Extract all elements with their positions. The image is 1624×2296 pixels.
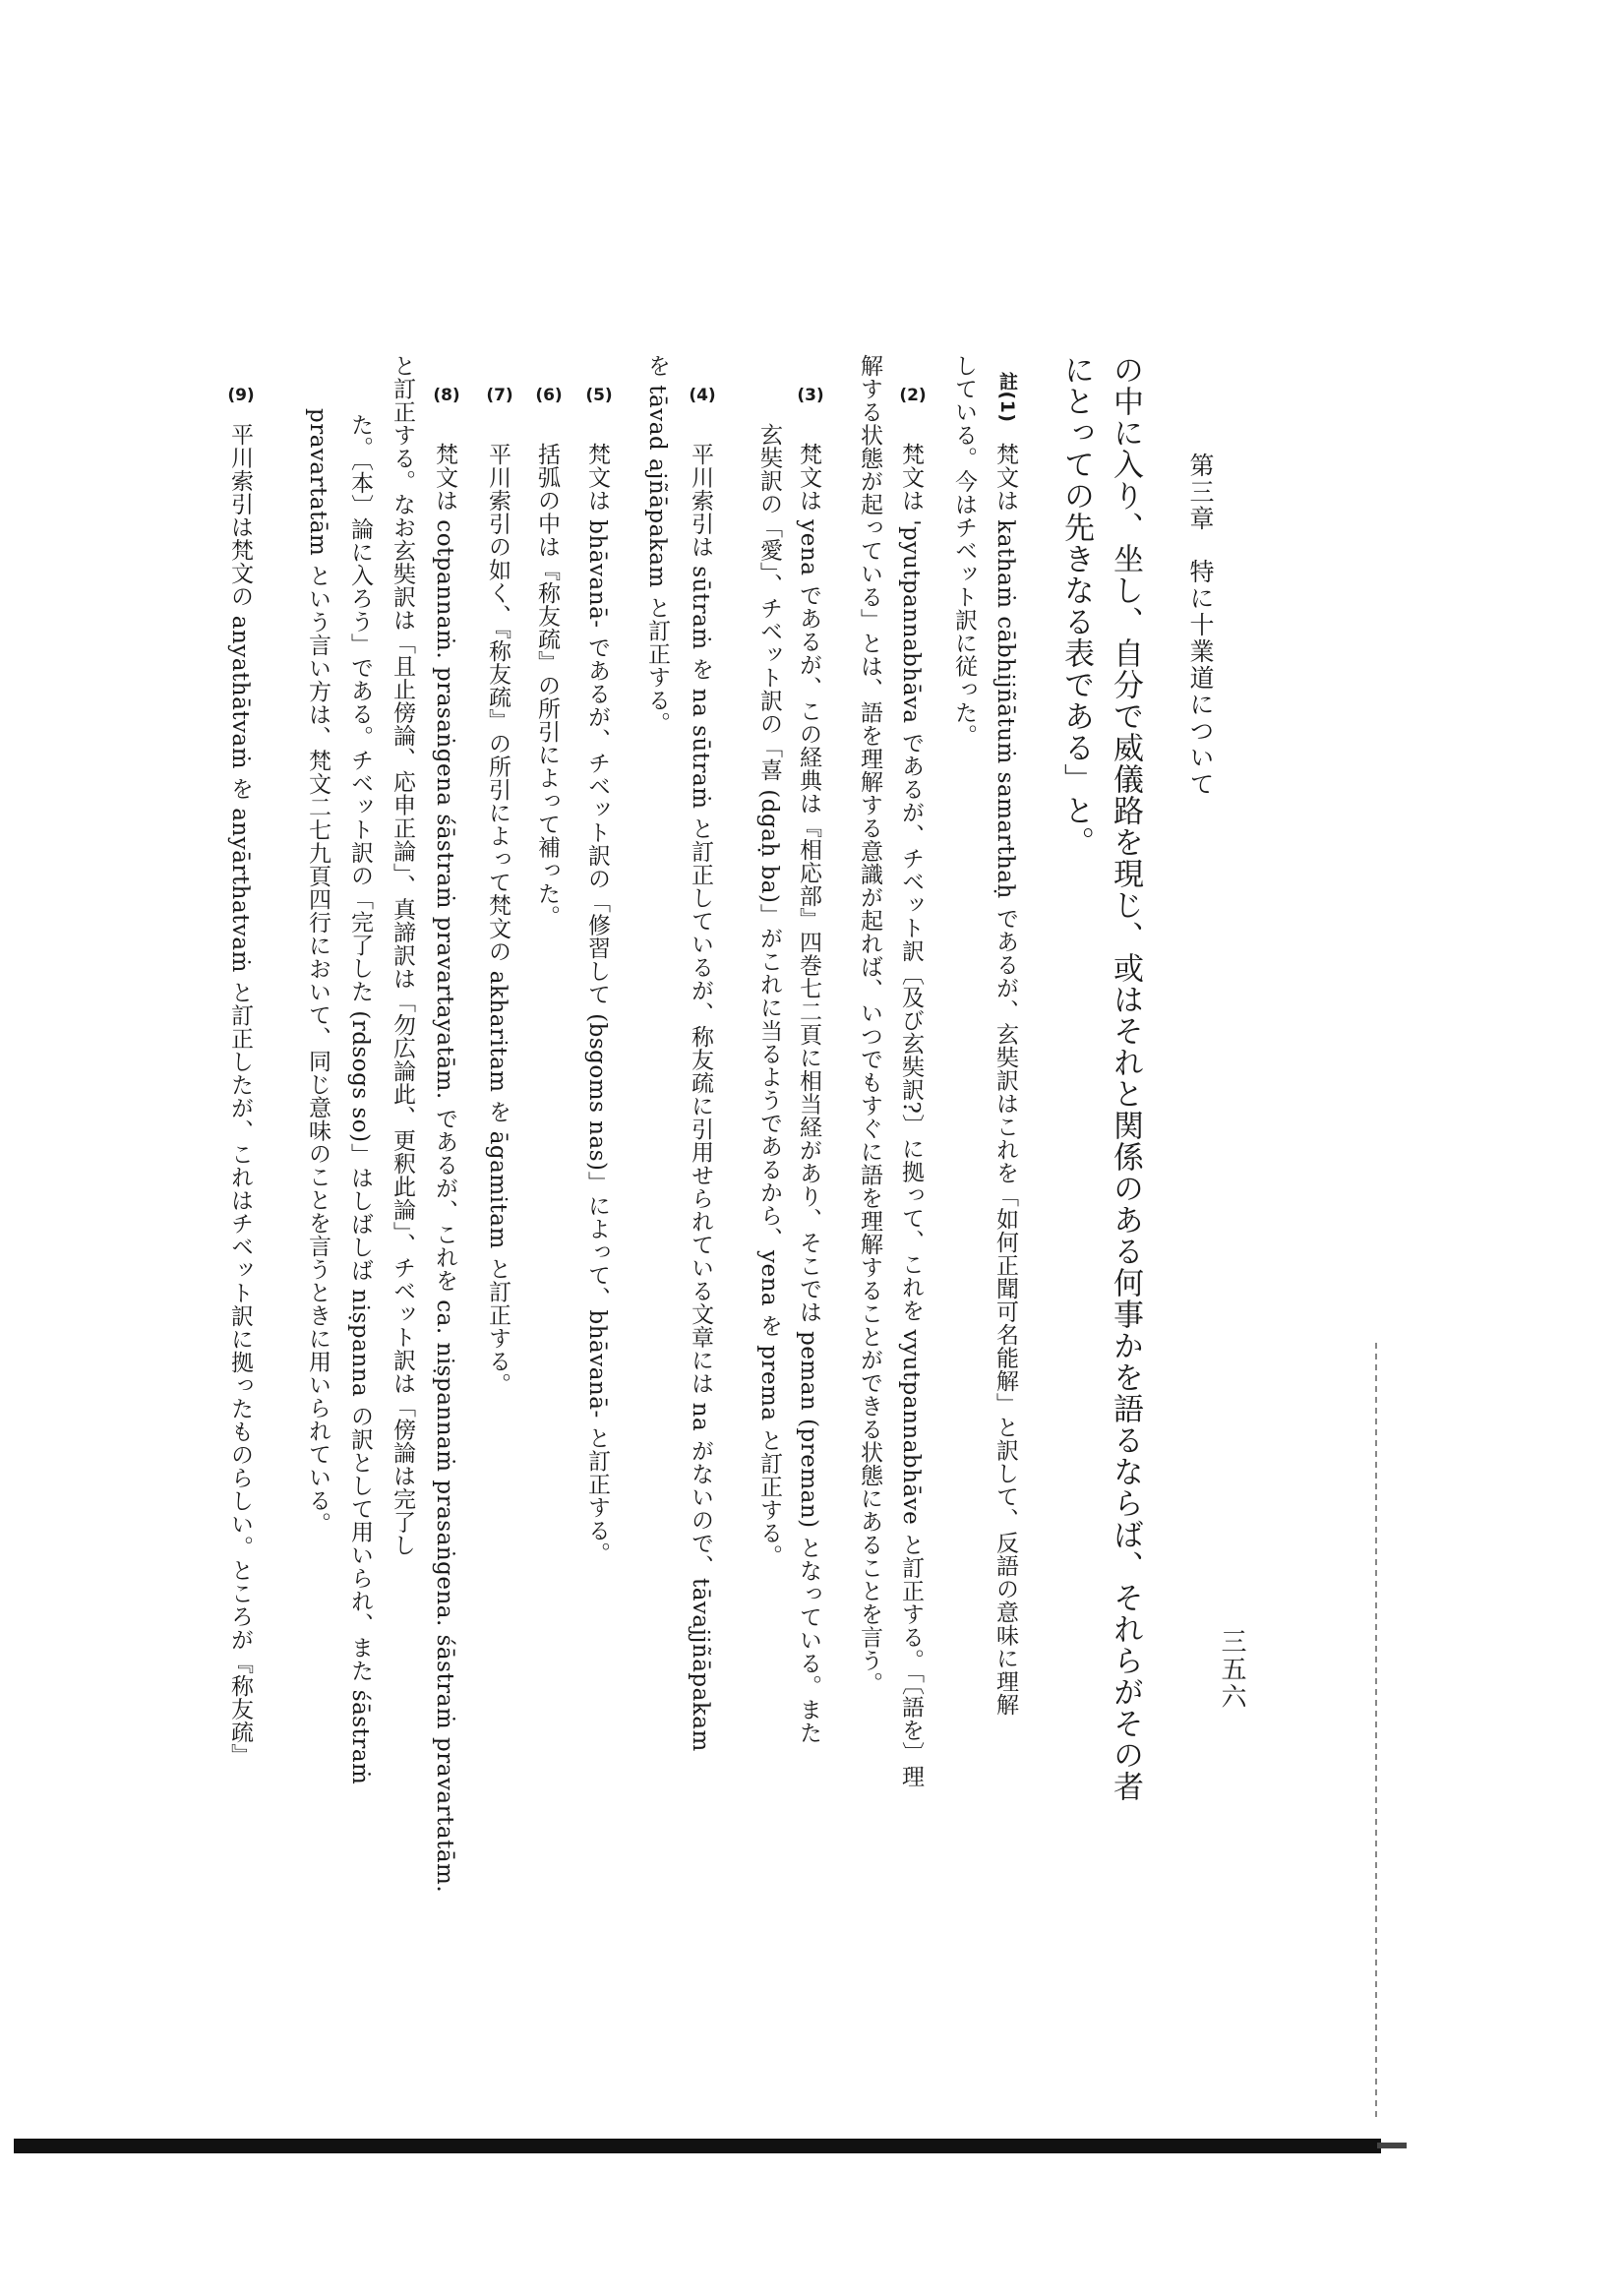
note-4-marker: (4) <box>689 386 716 405</box>
note-3-marker: (3) <box>797 386 824 405</box>
scan-edge-bar-tip <box>1377 2143 1407 2148</box>
note-4-line-2: を tāvad ajñāpakam と訂正する。 <box>644 354 670 735</box>
note-9-marker: (9) <box>227 386 255 405</box>
note-6-marker: (6) <box>535 386 563 405</box>
note-7-line-1: 平川索引の如く、『称友疏』の所引によって梵文の akharitam を āgamitam と訂正する。 <box>485 443 511 1396</box>
note-2-line-2: 解する状態が起っている」とは、語を理解する意識が起れば、いつでもすぐに語を理解することができる状態にあることを言う。 <box>857 354 882 1695</box>
note-5-line-1: 梵文は bhāvanā- であるが、チベット訳の「修習して (bsgoms nas)」によって、bhāvanā- と訂正する。 <box>584 443 610 1565</box>
note-5-marker: (5) <box>585 386 613 405</box>
note-2-line-1: 梵文は 'pyutpannabhāva であるが、チベット訳〔及び玄奘訳?〕に拠って、これを vyutpannabhāve と訂正する。「〔語を〕理 <box>898 443 924 1788</box>
note-1-line-2: している。今はチベット訳に従った。 <box>951 354 977 748</box>
note-8-line-3: た。〔本〕論に入ろう」である。チベット訳の「完了した (rdsogs so)」はしばしば niṣpanna の訳として用いられ、また śāstraṁ <box>347 413 373 1785</box>
note-6-line-1: 括弧の中は『称友疏』の所引によって補った。 <box>534 443 560 929</box>
note-1-line-1: 梵文は kathaṁ cābhijñātuṁ samarthaḥ であるが、玄奘訳はこれを「如何正聞可名能解」と訳して、反語の意味に理解 <box>992 443 1018 1717</box>
note-3-line-2: 玄奘訳の「愛」、チベット訳の「喜 (dgaḥ ba)」がこれに当るようであるから、yena を prema と訂正する。 <box>756 423 782 1568</box>
note-9-line-1: 平川索引は梵文の anyathātvaṁ を anyārthatvaṁ と訂正したが、これはチベット訳に拠ったものらしい。ところが『称友疏』 <box>227 423 253 1767</box>
scan-margin-rule <box>1375 1343 1377 2120</box>
scan-edge-bar <box>14 2139 1381 2153</box>
note-8-line-2: と訂正する。なお玄奘訳は「且止傍論、応申正論」、真諦訳は「勿広論此、更釈此論」、チベット訳は「傍論は完了し <box>390 354 415 1557</box>
note-8-marker: (8) <box>433 386 460 405</box>
notes-label: 註(1) <box>996 372 1018 423</box>
chapter-header: 第三章 特に十業道について <box>1186 453 1215 798</box>
main-line-1: の中に入り、坐し、自分で威儀路を現じ、或はそれと関係のある何事かを語るならば、それらがその者 <box>1108 354 1143 1802</box>
page-number: 三五六 <box>1217 1628 1246 1711</box>
main-line-2: にとっての先きなる表である」と。 <box>1058 354 1094 858</box>
note-2-marker: (2) <box>899 386 927 405</box>
note-8-line-1: 梵文は cotpannaṁ. prasaṅgena śāstraṁ pravartayatām. であるが、これを ca. niṣpannaṁ prasaṅgena. śāstraṁ pravartatām. <box>432 443 457 1894</box>
note-8-line-4: pravartatām という言い方は、梵文二七九頁四行において、同じ意味のことを言うときに用いられている。 <box>305 408 331 1536</box>
note-3-line-1: 梵文は yena であるが、この経典は『相応部』四巻七二頁に相当経があり、そこでは peman (preman) となっている。また <box>796 443 821 1744</box>
note-7-marker: (7) <box>486 386 513 405</box>
note-4-line-1: 平川索引は sūtraṁ を na sūtraṁ と訂正しているが、称友疏に引用せられている文章には na がないので、tāvajjñāpakam <box>688 443 713 1752</box>
